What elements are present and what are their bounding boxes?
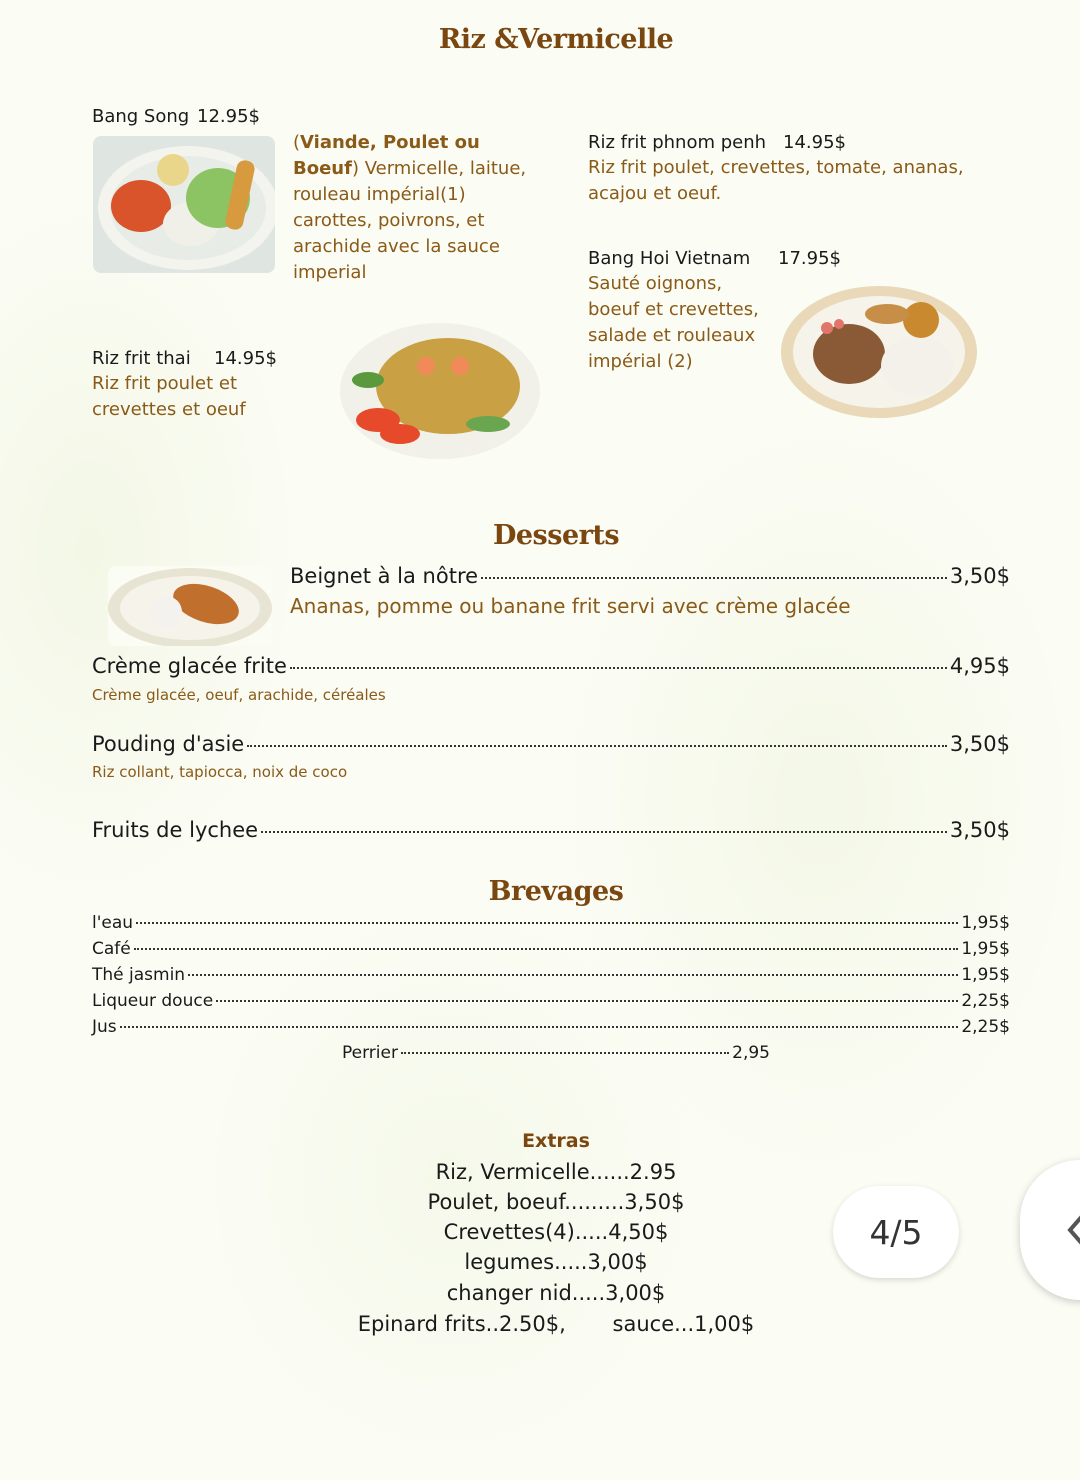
beverage-row — [92, 991, 1010, 1011]
bang-hoi-name: Bang Hoi Vietnam — [588, 248, 751, 269]
bang-song-options: Viande, Poulet ou Boeuf — [293, 132, 480, 179]
bang-hoi-price: 17.95$ — [778, 248, 841, 269]
extras-line: changer nid.....3,00$ — [446, 1281, 666, 1305]
beverage-price: 1,95$ — [961, 939, 1010, 959]
dessert-price: 3,50$ — [949, 732, 1010, 756]
dessert-description: Riz collant, tapiocca, noix de coco — [92, 763, 348, 781]
beverage-price: 1,95$ — [961, 965, 1010, 985]
dessert-name: Beignet à la nôtre — [290, 564, 479, 588]
dot-leader — [216, 999, 958, 1002]
chevron-left-icon — [1066, 1212, 1080, 1248]
phnom-penh-description: Riz frit poulet, crevettes, tomate, ananas, acajou et oeuf. — [588, 157, 964, 204]
dot-leader — [188, 973, 958, 976]
extras-line: Riz, Vermicelle......2.95 — [435, 1160, 677, 1184]
dessert-name: Fruits de lychee — [92, 818, 259, 842]
bang-song-description — [293, 130, 533, 286]
dessert-description: Ananas, pomme ou banane frit servi avec crème glacée — [290, 594, 851, 618]
extras-line: Poulet, boeuf.........3,50$ — [427, 1190, 685, 1214]
dot-leader — [261, 830, 947, 833]
beverage-row — [92, 1017, 1010, 1037]
dot-leader — [134, 947, 959, 950]
phnom-penh-name: Riz frit phnom penh — [588, 132, 767, 153]
bang-song-name: Bang Song — [92, 106, 190, 127]
bang-song-desc-close: ) — [351, 158, 359, 179]
dot-leader — [136, 921, 958, 924]
dessert-row-beignet — [290, 564, 1010, 588]
bang-song-price: 12.95$ — [197, 106, 260, 127]
section-title-riz: Riz &Vermicelle — [438, 24, 674, 55]
thai-photo — [338, 320, 543, 462]
beverage-name: Liqueur douce — [92, 991, 214, 1011]
bang-song-desc-text: Vermicelle, laitue, rouleau impérial(1) carottes, poivrons, et arachide avec la sauce imperial — [293, 158, 527, 283]
bang-hoi-description: Sauté oignons, boeuf et crevettes, salade et rouleaux impérial (2) — [588, 273, 759, 372]
section-title-brevages: Brevages — [488, 876, 624, 907]
dessert-row-pouding — [92, 732, 1010, 756]
extras-title: Extras — [522, 1130, 590, 1152]
dot-leader — [120, 1025, 959, 1028]
page-indicator: 4/5 — [833, 1186, 959, 1278]
beverage-row — [92, 965, 1010, 985]
beverage-price: 2,25$ — [961, 991, 1010, 1011]
dessert-price: 4,95$ — [949, 654, 1010, 678]
extras-line: Epinard frits..2.50$, sauce...1,00$ — [357, 1312, 755, 1336]
beverage-row — [92, 939, 1010, 959]
dessert-price: 3,50$ — [949, 564, 1010, 588]
extras-line: legumes.....3,00$ — [464, 1250, 648, 1274]
beverage-price: 1,95$ — [961, 913, 1010, 933]
thai-price: 14.95$ — [214, 348, 277, 369]
thai-name: Riz frit thai — [92, 348, 191, 369]
dot-leader — [401, 1051, 729, 1054]
dessert-price: 3,50$ — [949, 818, 1010, 842]
thai-description: Riz frit poulet et crevettes et oeuf — [92, 373, 246, 420]
beverage-name: Café — [92, 939, 131, 959]
section-title-desserts: Desserts — [492, 520, 620, 551]
dessert-row-lychee — [92, 818, 1010, 842]
beverage-name: l'eau — [92, 913, 134, 933]
dessert-name: Pouding d'asie — [92, 732, 245, 756]
dessert-row-creme — [92, 654, 1010, 678]
dessert-name: Crème glacée frite — [92, 654, 287, 678]
bang-song-photo — [93, 136, 275, 273]
beverage-price: 2,25$ — [961, 1017, 1010, 1037]
dot-leader — [481, 576, 947, 579]
beverage-name: Perrier — [342, 1043, 398, 1063]
beverage-row-perrier — [342, 1043, 770, 1063]
dessert-description: Crème glacée, oeuf, arachide, céréales — [92, 686, 386, 704]
beverage-row — [92, 913, 1010, 933]
beverage-name: Jus — [92, 1017, 117, 1037]
phnom-penh-price: 14.95$ — [783, 132, 846, 153]
extras-line: Crevettes(4).....4,50$ — [443, 1220, 669, 1244]
dot-leader — [247, 744, 947, 747]
beverage-price: 2,95 — [732, 1043, 770, 1063]
beverage-name: Thé jasmin — [92, 965, 186, 985]
dot-leader — [290, 666, 947, 669]
bang-song-desc-open: ( — [293, 132, 301, 153]
bang-hoi-photo — [779, 274, 979, 424]
beignet-photo — [108, 566, 273, 646]
